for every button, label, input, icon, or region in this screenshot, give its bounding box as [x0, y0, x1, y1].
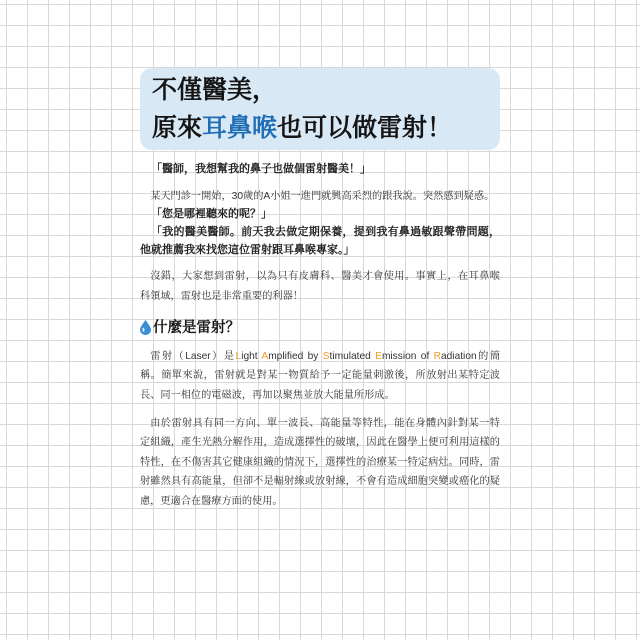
acronym-initial: R [433, 351, 441, 362]
acronym-word-rest: ight [241, 351, 262, 362]
definition-line: 稱。簡單來說，雷射就是對某一物質給予一定能量刺激後，所放射出某特定波 [140, 370, 500, 381]
acronym-word-rest: adiation [440, 351, 477, 362]
acronym-initial: L [235, 351, 242, 362]
doctor-question-quote: 「您是哪裡聽來的呢？」 [151, 207, 272, 220]
acronym-word-rest: mplified by [268, 351, 323, 362]
acronym-word-rest: timulated [329, 351, 376, 362]
acronym-initial: A [261, 351, 269, 362]
chapter-title-text: 也可以做雷射！ [277, 113, 453, 142]
definition-tail: 的簡 [476, 351, 501, 362]
chapter-title-highlight: 耳鼻喉 [202, 113, 278, 142]
chapter-title-box [140, 68, 500, 150]
intro-paragraph-line: 科領域，雷射也是非常重要的利器！ [140, 291, 303, 302]
narration-text: 某天門診一開始，30歲的A小姐一進門就興高采烈的跟我說。突然感到疑惑。 [150, 191, 495, 202]
properties-paragraph-line: 特性，在不傷害其它健康組織的情況下，選擇性的治療某一特定病灶。同時，雷 [140, 457, 500, 468]
properties-paragraph-line: 慮，更適合在醫療方面的使用。 [140, 496, 283, 507]
definition-line [140, 348, 500, 366]
water-drop-icon [140, 320, 151, 335]
patient-reply-line: 「我的醫美醫師。前天我去做定期保養，提到我有鼻過敏跟聲帶問題， [151, 225, 500, 238]
chapter-title-text: 原來 [152, 113, 203, 142]
acronym-initial: S [322, 351, 330, 362]
acronym-word-rest: mission of [381, 351, 434, 362]
patient-reply-line: 他就推薦我來找您這位雷射跟耳鼻喉專家。」 [140, 243, 355, 256]
properties-paragraph-line: 定組織，產生光熱分解作用，造成選擇性的破壞，因此在醫學上便可利用這樣的 [140, 437, 500, 448]
intro-paragraph-line: 沒錯，大家想到雷射，以為只有皮膚科、醫美才會使用。事實上，在耳鼻喉 [150, 271, 500, 282]
properties-paragraph-line: 射雖然具有高能量，但卻不是輻射線或放射線，不會有造成細胞突變或癌化的疑 [140, 476, 500, 487]
properties-paragraph-line: 由於雷射具有同一方向、單一波長、高能量等特性，能在身體內針對某一特 [150, 418, 500, 429]
section-heading [140, 318, 340, 338]
chapter-title-line-1: 不僅醫美， [152, 75, 278, 104]
acronym-initial: E [375, 351, 382, 362]
patient-request-quote: 「醫師，我想幫我的鼻子也做個雷射醫美！」 [151, 162, 371, 175]
definition-line: 長、同一相位的電磁波，再加以聚焦並放大能量所形成。 [140, 390, 395, 401]
section-heading-text: 什麼是雷射？ [153, 320, 240, 336]
chapter-title-line-2 [152, 113, 452, 143]
definition-lead: 雷射（Laser）是 [150, 351, 236, 362]
